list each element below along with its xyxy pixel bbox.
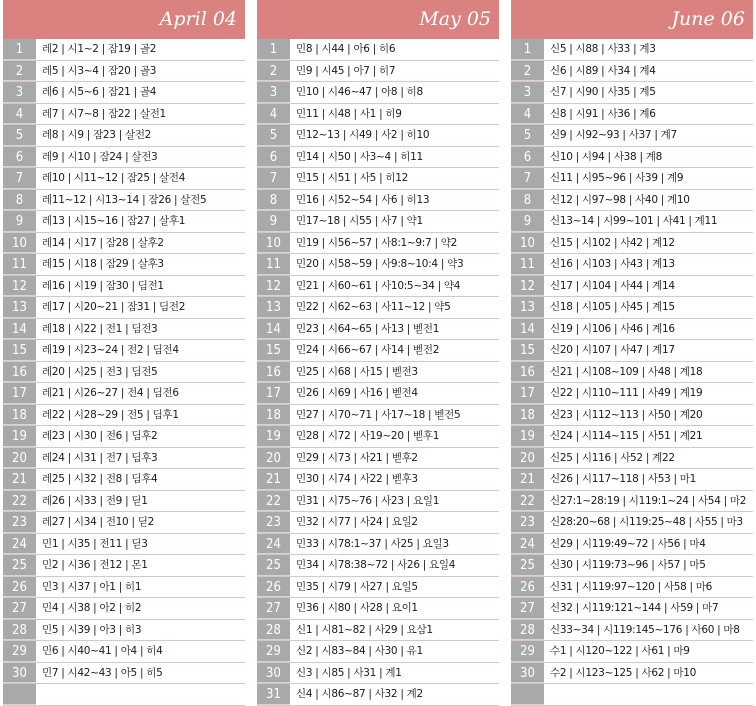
day-row [257, 426, 499, 448]
day-row [257, 620, 499, 642]
day-number: 19 [3, 426, 36, 447]
day-row [257, 448, 499, 470]
day-row [3, 297, 245, 319]
day-row [257, 276, 499, 298]
day-row [3, 598, 245, 620]
day-number: 29 [257, 641, 290, 662]
day-number: 27 [3, 598, 36, 619]
day-row [511, 426, 753, 448]
day-number: 1 [3, 39, 36, 60]
reading-text: 신12 | 시97~98 | 사40 | 계10 [550, 193, 690, 206]
day-number: 6 [257, 147, 290, 168]
day-row [511, 555, 753, 577]
day-row [3, 448, 245, 470]
day-row [257, 598, 499, 620]
reading-text: 신18 | 시105 | 사45 | 계15 [550, 301, 675, 313]
day-number: 5 [3, 125, 36, 146]
reading-text: 신6 | 시89 | 사34 | 계4 [550, 64, 656, 77]
reading-text: 수1 | 시120~122 | 사61 | 마9 [550, 645, 690, 657]
reading-text: 레19 | 시23~24 | 전2 | 딤전4 [42, 344, 179, 356]
day-row [3, 491, 245, 513]
reading-text: 신25 | 시116 | 사52 | 계22 [550, 451, 675, 464]
day-number: 7 [3, 168, 36, 189]
reading-text: 레22 | 시28~29 | 전5 | 딤후1 [42, 408, 179, 421]
day-row [511, 512, 753, 534]
day-row [511, 147, 753, 169]
day-number: 21 [511, 469, 544, 490]
day-row [3, 276, 245, 298]
reading-text: 레14 | 시17 | 잠28 | 살후2 [42, 236, 164, 249]
reading-text: 민7 | 시42~43 | 아5 | 히5 [42, 666, 163, 679]
day-number: 10 [511, 233, 544, 254]
day-number: 16 [3, 362, 36, 383]
day-row [3, 61, 245, 83]
day-number: 22 [3, 491, 36, 512]
reading-text: 민19 | 시56~57 | 사8:1~9:7 | 약2 [296, 236, 457, 249]
day-number: 6 [3, 147, 36, 168]
reading-text: 신30 | 시119:73~96 | 사57 | 마5 [550, 559, 706, 571]
reading-text: 신31 | 시119:97~120 | 사58 | 마6 [550, 580, 712, 593]
reading-text: 레6 | 시5~6 | 잠21 | 골4 [42, 86, 157, 98]
reading-text: 신15 | 시102 | 사42 | 계12 [550, 236, 675, 249]
day-row [511, 190, 753, 212]
reading-text: 신7 | 시90 | 사35 | 계5 [550, 86, 656, 98]
day-row [511, 39, 753, 61]
reading-text: 민11 | 시48 | 사1 | 히9 [296, 107, 402, 120]
reading-text: 신17 | 시104 | 사44 | 계14 [550, 279, 675, 292]
day-row [3, 82, 245, 104]
reading-text: 레16 | 시19 | 잠30 | 딤전1 [42, 279, 164, 292]
day-row [511, 297, 753, 319]
day-number: 30 [257, 663, 290, 684]
day-number: 24 [3, 534, 36, 555]
day-number: 3 [3, 82, 36, 103]
day-number: 21 [3, 469, 36, 490]
day-row [257, 491, 499, 513]
day-number: 17 [511, 383, 544, 404]
day-row [257, 534, 499, 556]
reading-text: 민2 | 시36 | 전12 | 몬1 [42, 559, 148, 571]
day-number: 8 [257, 190, 290, 211]
day-row [511, 620, 753, 642]
day-row [511, 534, 753, 556]
day-number: 29 [3, 641, 36, 662]
day-number: 24 [511, 534, 544, 555]
day-row [3, 534, 245, 556]
day-number: 10 [3, 233, 36, 254]
day-row [511, 362, 753, 384]
reading-text: 레8 | 시9 | 잠23 | 살전2 [42, 129, 152, 141]
day-number: 3 [511, 82, 544, 103]
reading-text: 레7 | 시7~8 | 잠22 | 살전1 [42, 107, 166, 120]
day-number: 28 [257, 620, 290, 641]
day-row [257, 82, 499, 104]
reading-text: 레5 | 시3~4 | 잠20 | 골3 [42, 64, 157, 77]
day-row [3, 362, 245, 384]
reading-text: 민26 | 시69 | 사16 | 벧전4 [296, 387, 418, 399]
day-number: 30 [3, 663, 36, 684]
reading-text: 레15 | 시18 | 잠29 | 살후3 [42, 258, 164, 270]
day-number: 25 [257, 555, 290, 576]
day-row [257, 663, 499, 685]
reading-text: 신11 | 시95~96 | 사39 | 계9 [550, 172, 684, 184]
day-row [3, 147, 245, 169]
day-row [3, 641, 245, 663]
day-row [511, 254, 753, 276]
day-number: 18 [511, 405, 544, 426]
day-number: 26 [511, 577, 544, 598]
day-number: 23 [257, 512, 290, 533]
day-number: 18 [257, 405, 290, 426]
day-number: 16 [511, 362, 544, 383]
day-number: 31 [257, 684, 290, 705]
reading-text: 신21 | 시108~109 | 사48 | 계18 [550, 365, 703, 378]
reading-text: 민16 | 시52~54 | 사6 | 히13 [296, 193, 430, 206]
day-row [257, 362, 499, 384]
day-number: 8 [3, 190, 36, 211]
day-number: 23 [3, 512, 36, 533]
day-row [511, 448, 753, 470]
reading-text: 신9 | 시92~93 | 사37 | 계7 [550, 129, 677, 141]
reading-text: 신23 | 시112~113 | 사50 | 계20 [550, 408, 703, 421]
reading-text: 민34 | 시78:38~72 | 사26 | 요일4 [296, 559, 456, 571]
day-row [257, 61, 499, 83]
day-row [257, 340, 499, 362]
reading-text: 신33~34 | 시119:145~176 | 사60 | 마8 [550, 623, 740, 636]
reading-text: 레17 | 시20~21 | 잠31 | 딤전2 [42, 301, 186, 313]
day-row [257, 211, 499, 233]
day-number: 19 [511, 426, 544, 447]
reading-text: 민5 | 시39 | 아3 | 히3 [42, 623, 142, 636]
day-row [3, 577, 245, 599]
day-row [3, 620, 245, 642]
day-number: 5 [511, 125, 544, 146]
day-number: 3 [257, 82, 290, 103]
reading-text: 민21 | 시60~61 | 사10:5~34 | 약4 [296, 279, 461, 292]
day-row [511, 684, 753, 706]
reading-text: 민25 | 시68 | 사15 | 벧전3 [296, 365, 418, 378]
reading-text: 레11~12 | 시13~14 | 잠26 | 살전5 [42, 193, 207, 206]
reading-text: 신28:20~68 | 시119:25~48 | 사55 | 마3 [550, 516, 743, 528]
day-number: 29 [511, 641, 544, 662]
reading-text: 신10 | 시94 | 사38 | 계8 [550, 150, 662, 163]
reading-text: 레26 | 시33 | 전9 | 딛1 [42, 494, 148, 507]
reading-text: 신8 | 시91 | 사36 | 계6 [550, 107, 656, 120]
reading-text: 민8 | 시44 | 아6 | 히6 [296, 43, 396, 55]
day-row [511, 61, 753, 83]
month-column [511, 0, 753, 706]
day-number: 4 [257, 104, 290, 125]
day-number: 9 [511, 211, 544, 232]
day-row [511, 577, 753, 599]
day-number: 24 [257, 534, 290, 555]
day-row [3, 426, 245, 448]
day-number: 9 [3, 211, 36, 232]
day-row [257, 383, 499, 405]
day-number: 12 [511, 276, 544, 297]
day-number [3, 684, 36, 705]
day-number: 15 [511, 340, 544, 361]
reading-text: 민35 | 시79 | 사27 | 요일5 [296, 580, 418, 593]
day-row [257, 297, 499, 319]
day-number: 7 [257, 168, 290, 189]
day-number: 14 [511, 319, 544, 340]
day-number: 2 [257, 61, 290, 82]
day-number: 23 [511, 512, 544, 533]
reading-text: 민36 | 시80 | 사28 | 요이1 [296, 602, 418, 614]
day-number: 16 [257, 362, 290, 383]
day-row [3, 663, 245, 685]
day-row [511, 233, 753, 255]
day-row [257, 405, 499, 427]
day-row [3, 383, 245, 405]
day-row [3, 469, 245, 491]
reading-text: 신5 | 시88 | 사33 | 계3 [550, 43, 656, 55]
day-row [511, 598, 753, 620]
day-row [257, 469, 499, 491]
day-row [3, 512, 245, 534]
reading-text: 신19 | 시106 | 사46 | 계16 [550, 322, 675, 335]
day-row [3, 254, 245, 276]
day-number: 14 [3, 319, 36, 340]
day-row [3, 340, 245, 362]
day-number: 1 [511, 39, 544, 60]
reading-text: 민14 | 시50 | 사3~4 | 히11 [296, 150, 423, 163]
reading-text: 민9 | 시45 | 아7 | 히7 [296, 64, 396, 77]
month-column [3, 0, 245, 706]
day-row [511, 82, 753, 104]
day-number: 15 [3, 340, 36, 361]
day-row [257, 233, 499, 255]
reading-text: 민22 | 시62~63 | 사11~12 | 약5 [296, 301, 451, 313]
month-header: May 05 [257, 0, 499, 39]
day-row [511, 469, 753, 491]
day-number: 26 [257, 577, 290, 598]
reading-text: 민10 | 시46~47 | 아8 | 히8 [296, 86, 423, 98]
day-row [257, 577, 499, 599]
day-number: 28 [511, 620, 544, 641]
reading-text: 신27:1~28:19 | 시119:1~24 | 사54 | 마2 [550, 494, 747, 507]
day-number: 2 [511, 61, 544, 82]
day-number: 10 [257, 233, 290, 254]
day-number: 19 [257, 426, 290, 447]
day-number: 12 [3, 276, 36, 297]
reading-text: 민23 | 시64~65 | 사13 | 벧전1 [296, 322, 440, 335]
day-row [511, 168, 753, 190]
day-row [3, 211, 245, 233]
day-number: 11 [511, 254, 544, 275]
day-row [257, 684, 499, 706]
day-row [511, 211, 753, 233]
day-row [257, 104, 499, 126]
reading-text: 민17~18 | 시55 | 사7 | 약1 [296, 215, 423, 227]
reading-text: 레23 | 시30 | 전6 | 딤후2 [42, 430, 158, 442]
day-row [3, 39, 245, 61]
day-number: 25 [511, 555, 544, 576]
day-number: 22 [511, 491, 544, 512]
reading-text: 민1 | 시35 | 전11 | 딛3 [42, 537, 148, 550]
reading-text: 민12~13 | 시49 | 사2 | 히10 [296, 129, 430, 141]
day-number: 7 [511, 168, 544, 189]
day-number: 13 [511, 297, 544, 318]
day-row [3, 319, 245, 341]
reading-text: 신1 | 시81~82 | 사29 | 요삼1 [296, 623, 433, 636]
day-row [511, 276, 753, 298]
day-row [511, 491, 753, 513]
month-header: April 04 [3, 0, 245, 39]
reading-text [544, 684, 753, 705]
day-number: 22 [257, 491, 290, 512]
day-row [257, 39, 499, 61]
day-number: 15 [257, 340, 290, 361]
reading-text: 신4 | 시86~87 | 사32 | 계2 [296, 688, 423, 700]
day-number: 27 [257, 598, 290, 619]
day-number: 4 [3, 104, 36, 125]
reading-text: 신3 | 시85 | 사31 | 계1 [296, 666, 402, 679]
reading-text: 레9 | 시10 | 잠24 | 살전3 [42, 150, 158, 163]
reading-text: 민6 | 시40~41 | 아4 | 히4 [42, 645, 163, 657]
day-row [511, 340, 753, 362]
reading-text: 민15 | 시51 | 사5 | 히12 [296, 172, 408, 184]
day-number: 8 [511, 190, 544, 211]
reading-text: 신26 | 시117~118 | 사53 | 마1 [550, 473, 696, 485]
day-number: 1 [257, 39, 290, 60]
reading-text: 신29 | 시119:49~72 | 사56 | 마4 [550, 537, 706, 550]
reading-text: 신20 | 시107 | 사47 | 계17 [550, 344, 675, 356]
day-number: 5 [257, 125, 290, 146]
reading-text: 레2 | 시1~2 | 잠19 | 골2 [42, 43, 157, 55]
day-number: 26 [3, 577, 36, 598]
day-row [257, 254, 499, 276]
reading-text: 레13 | 시15~16 | 잠27 | 살후1 [42, 215, 186, 227]
day-row [511, 104, 753, 126]
reading-text: 민30 | 시74 | 사22 | 벧후3 [296, 473, 418, 485]
reading-text: 민24 | 시66~67 | 사14 | 벧전2 [296, 344, 440, 356]
reading-text: 민27 | 시70~71 | 사17~18 | 벧전5 [296, 408, 461, 421]
month-header: June 06 [511, 0, 753, 39]
day-number: 13 [257, 297, 290, 318]
reading-text: 민31 | 시75~76 | 사23 | 요일1 [296, 494, 440, 507]
day-row [511, 319, 753, 341]
day-number: 20 [511, 448, 544, 469]
reading-text: 민3 | 시37 | 아1 | 히1 [42, 580, 142, 593]
day-row [257, 190, 499, 212]
reading-text: 민29 | 시73 | 사21 | 벧후2 [296, 451, 418, 464]
day-row [257, 512, 499, 534]
reading-text: 민32 | 시77 | 사24 | 요일2 [296, 516, 418, 528]
day-number: 2 [3, 61, 36, 82]
reading-text: 신13~14 | 시99~101 | 사41 | 계11 [550, 215, 718, 227]
day-number: 25 [3, 555, 36, 576]
day-row [511, 405, 753, 427]
day-number: 12 [257, 276, 290, 297]
reading-text: 레24 | 시31 | 전7 | 딤후3 [42, 451, 158, 464]
day-number: 28 [3, 620, 36, 641]
day-row [3, 168, 245, 190]
day-number: 18 [3, 405, 36, 426]
reading-text: 신24 | 시114~115 | 사51 | 계21 [550, 430, 703, 442]
day-number [511, 684, 544, 705]
day-row [511, 641, 753, 663]
day-number: 11 [257, 254, 290, 275]
reading-text: 레25 | 시32 | 전8 | 딤후4 [42, 473, 158, 485]
day-row [257, 641, 499, 663]
reading-text: 민20 | 시58~59 | 사9:8~10:4 | 약3 [296, 258, 464, 270]
reading-text [36, 684, 245, 705]
day-row [3, 233, 245, 255]
day-row [3, 190, 245, 212]
reading-text: 민4 | 시38 | 아2 | 히2 [42, 602, 142, 614]
day-number: 14 [257, 319, 290, 340]
day-row [257, 125, 499, 147]
day-row [3, 104, 245, 126]
day-row [3, 125, 245, 147]
day-row [3, 684, 245, 706]
day-number: 17 [3, 383, 36, 404]
day-number: 20 [3, 448, 36, 469]
reading-text: 레18 | 시22 | 전1 | 딤전3 [42, 322, 158, 335]
day-number: 9 [257, 211, 290, 232]
reading-text: 레10 | 시11~12 | 잠25 | 살전4 [42, 172, 186, 184]
reading-text: 레21 | 시26~27 | 전4 | 딤전6 [42, 387, 179, 399]
day-number: 21 [257, 469, 290, 490]
day-number: 20 [257, 448, 290, 469]
day-row [3, 405, 245, 427]
day-row [257, 168, 499, 190]
reading-text: 신16 | 시103 | 사43 | 계13 [550, 258, 675, 270]
reading-text: 신22 | 시110~111 | 사49 | 계19 [550, 387, 703, 399]
reading-text: 신32 | 시119:121~144 | 사59 | 마7 [550, 602, 719, 614]
reading-text: 민33 | 시78:1~37 | 사25 | 요일3 [296, 537, 449, 550]
month-column [257, 0, 499, 706]
day-row [257, 319, 499, 341]
day-number: 13 [3, 297, 36, 318]
reading-text: 수2 | 시123~125 | 사62 | 마10 [550, 666, 696, 679]
day-number: 4 [511, 104, 544, 125]
day-number: 11 [3, 254, 36, 275]
day-row [257, 147, 499, 169]
day-row [511, 383, 753, 405]
day-number: 17 [257, 383, 290, 404]
reading-text: 신2 | 시83~84 | 사30 | 유1 [296, 645, 423, 657]
reading-text: 민28 | 시72 | 사19~20 | 벧후1 [296, 430, 440, 442]
day-row [257, 555, 499, 577]
day-row [511, 663, 753, 685]
day-number: 30 [511, 663, 544, 684]
reading-text: 레20 | 시25 | 전3 | 딤전5 [42, 365, 158, 378]
day-number: 27 [511, 598, 544, 619]
reading-text: 레27 | 시34 | 전10 | 딛2 [42, 516, 154, 528]
day-row [3, 555, 245, 577]
day-number: 6 [511, 147, 544, 168]
day-row [511, 125, 753, 147]
